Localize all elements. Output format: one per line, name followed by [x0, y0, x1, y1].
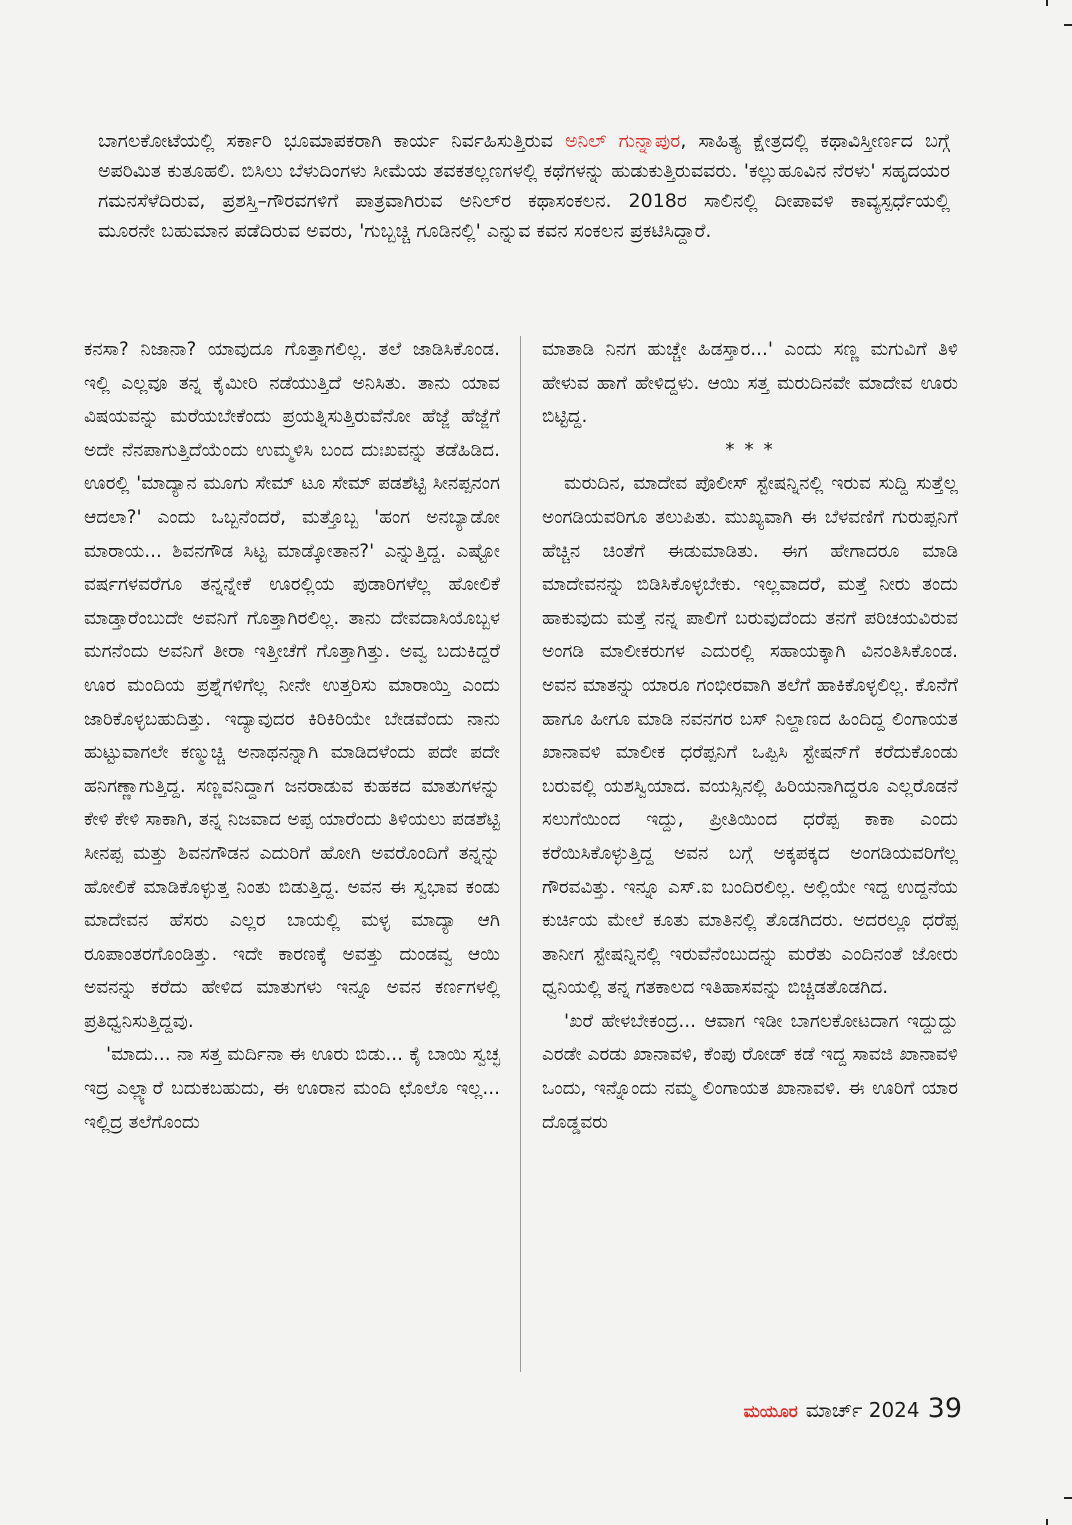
intro-text: ಬಾಗಲಕೋಟೆಯಲ್ಲಿ ಸರ್ಕಾರಿ ಭೂಮಾಪಕರಾಗಿ ಕಾರ್ಯ ನಿರ್ವಹಿಸುತ್ತಿರುವ — [98, 130, 566, 152]
crop-mark — [1064, 24, 1072, 26]
issue-date: ಮಾರ್ಚ್ 2024 — [805, 1398, 920, 1422]
crop-mark — [1046, 0, 1048, 6]
left-column — [84, 333, 500, 1139]
paragraph: ಮಾತಾಡಿ ನಿನಗ ಹುಚ್ಚೇ ಹಿಡಸ್ತಾರ...' ಎಂದು ಸಣ್ಣ ಮಗುವಿಗೆ ತಿಳಿ ಹೇಳುವ ಹಾಗೆ ಹೇಳಿದ್ದಳು. ಆಯಿ ಸತ್ತ ಮರುದಿನವೇ ಮಾದೇವ ಊರು ಬಿಟ್ಟಿದ್ದ. — [542, 339, 958, 428]
right-column — [542, 333, 958, 1139]
page-footer — [744, 1393, 962, 1424]
paragraph: 'ಖರೆ ಹೇಳಬೇಕಂದ್ರ... ಆವಾಗ ಇಡೀ ಬಾಗಲಕೋಟದಾಗ ಇದ್ದುದ್ದು ಎರಡೇ ಎರಡು ಖಾನಾವಳಿ, ಕೆಂಪು ರೋಡ್ ಕಡೆ ಇದ್ದ ಸಾವಜಿ ಖಾನಾವಳಿ ಒಂದು, ಇನ್ನೊಂದು ನಮ್ಮ ಲಿಂಗಾಯತ ಖಾನಾವಳಿ. ಈ ಊರಿಗೆ ಯಾರ ದೊಡ್ಡವರು — [542, 1010, 958, 1133]
intro-text-cont: , ಸಾಹಿತ್ಯ ಕ್ಷೇತ್ರದಲ್ಲಿ ಕಥಾವಿಸ್ತೀರ್ಣದ ಬಗ್ಗೆ ಅಪರಿಮಿತ ಕುತೂಹಲಿ. ಬಿಸಿಲು ಬೆಳುದಿಂಗಳು ಸೀಮೆಯ ತವಕತಲ್ಲಣಗಳಲ್ಲಿ ಕಥೆಗಳನ್ನು ಹುಡುಕುತ್ತಿರುವವರು. 'ಕಲ್ಲುಹೂವಿನ ನೆರಳು' ಸಹೃದಯರ ಗಮನಸೆಳೆದಿರುವ, ಪ್ರಶಸ್ತಿ–ಗೌರವಗಳಿಗೆ ಪಾತ್ರವಾಗಿರುವ ಅನಿಲ್‌ರ ಕಥಾಸಂಕಲನ. 2018ರ ಸಾಲಿನಲ್ಲಿ ದೀಪಾವಳಿ ಕಾವ್ಯಸ್ಪರ್ಧೆಯಲ್ಲಿ — [98, 130, 950, 212]
paragraph: ಮರುದಿನ, ಮಾದೇವ ಪೊಲೀಸ್ ಸ್ಟೇಷನ್ನಿನಲ್ಲಿ ಇರುವ ಸುದ್ದಿ ಸುತ್ತೆಲ್ಲ ಅಂಗಡಿಯವರಿಗೂ ತಲುಪಿತು. ಮುಖ್ಯವಾಗಿ ಈ ಬೆಳವಣಿಗೆ ಗುರುಪ್ಪನಿಗೆ ಹೆಚ್ಚಿನ ಚಿಂತೆಗೆ ಈಡುಮಾಡಿತು. ಈಗ ಹೇಗಾದರೂ ಮಾಡಿ ಮಾದೇವನನ್ನು ಬಿಡಿಸಿಕೊಳ್ಳಬೇಕು. ಇಲ್ಲವಾದರೆ, ಮತ್ತೆ ನೀರು ತಂದು ಹಾಕುವುದು ಮತ್ತೆ ನನ್ನ ಪಾಲಿಗೆ ಬರುವುದೆಂದು ತನಗೆ ಪರಿಚಯವಿರುವ ಅಂಗಡಿ ಮಾಲೀಕರುಗಳ ಎದುರಲ್ಲಿ ಸಹಾಯಕ್ಕಾಗಿ ವಿನಂತಿಸಿಕೊಂಡ. ಅವನ ಮಾತನ್ನು ಯಾರೂ ಗಂಭೀರವಾಗಿ ತಲೆಗೆ ಹಾಕಿಕೊಳ್ಳಲಿಲ್ಲ. ಕೊನೆಗೆ ಹಾಗೂ ಹೀಗೂ ಮಾಡಿ ನವನಗರ ಬಸ್ ನಿಲ್ದಾಣದ ಹಿಂದಿದ್ದ ಲಿಂಗಾಯತ ಖಾನಾವಳಿ ಮಾಲೀಕ ಧರೆಪ್ಪನಿಗೆ ಒಪ್ಪಿಸಿ ಸ್ಟೇಷನ್‌ಗೆ ಕರೆದುಕೊಂಡು ಬರುವಲ್ಲಿ ಯಶಸ್ವಿಯಾದ. ವಯಸ್ಸಿನಲ್ಲಿ ಹಿರಿಯನಾಗಿದ್ದರೂ ಎಲ್ಲರೊಡನೆ ಸಲುಗೆಯಿಂದ ಇದ್ದು, ಪ್ರೀತಿಯಿಂದ ಧರೆಪ್ಪ ಕಾಕಾ ಎಂದು ಕರೆಯಿಸಿಕೊಳ್ಳುತ್ತಿದ್ದ ಅವನ ಬಗ್ಗೆ ಅಕ್ಕಪಕ್ಕದ ಅಂಗಡಿಯವರಿಗೆಲ್ಲ ಗೌರವವಿತ್ತು. ಇನ್ನೂ ಎಸ್.ಐ ಬಂದಿರಲಿಲ್ಲ. ಅಲ್ಲಿಯೇ ಇದ್ದ ಉದ್ದನೆಯ ಕುರ್ಚಿಯ ಮೇಲೆ ಕೂತು ಮಾತಿನಲ್ಲಿ ತೊಡಗಿದರು. ಅದರಲ್ಲೂ ಧರೆಪ್ಪ ತಾನೀಗ ಸ್ಟೇಷನ್ನಿನಲ್ಲಿ ಇರುವೆನೆಂಬುದನ್ನು ಮರೆತು ಎಂದಿನಂತೆ ಜೋರು ಧ್ವನಿಯಲ್ಲಿ ತನ್ನ ಗತಕಾಲದ ಇತಿಹಾಸವನ್ನು ಬಿಚ್ಚಿಡತೊಡಗಿದ. — [542, 473, 958, 999]
column-divider — [520, 336, 521, 1372]
author-name: ಅನಿಲ್ ಗುನ್ನಾಪುರ — [565, 130, 681, 152]
paragraph: 'ಮಾದು... ನಾ ಸತ್ತ ಮರ್ದಿನಾ ಈ ಊರು ಬಿಡು... ಕೈ ಬಾಯಿ ಸ್ವಚ್ಛ ಇದ್ರ ಎಲ್ಲ್ಯಾರೆ ಬದುಕಬಹುದು, ಈ ಊರಾನ ಮಂದಿ ಛೊಲೊ ಇಲ್ಲ... ಇಲ್ಲಿದ್ರ ತಲೆಗೊಂದು — [84, 1044, 500, 1133]
crop-mark — [1064, 1497, 1072, 1499]
paragraph: ಕನಸಾ? ನಿಜಾನಾ? ಯಾವುದೂ ಗೊತ್ತಾಗಲಿಲ್ಲ. ತಲೆ ಜಾಡಿಸಿಕೊಂಡ. ಇಲ್ಲಿ ಎಲ್ಲವೂ ತನ್ನ ಕೈಮೀರಿ ನಡೆಯುತ್ತಿದೆ ಅನಿಸಿತು. ತಾನು ಯಾವ ವಿಷಯವನ್ನು ಮರೆಯಬೇಕೆಂದು ಪ್ರಯತ್ನಿಸುತ್ತಿರುವೆನೋ ಹೆಜ್ಜೆ ಹೆಜ್ಜೆಗೆ ಅದೇ ನೆನಪಾಗುತ್ತಿದೆಯೆಂದು ಉಮ್ಮಳಿಸಿ ಬಂದ ದುಃಖವನ್ನು ತಡೆಹಿಡಿದ. ಊರಲ್ಲಿ 'ಮಾದ್ಯಾನ ಮೂಗು ಸೇಮ್ ಟೂ ಸೇಮ್ ಪಡಶೆಟ್ಟಿ ಸೀನಪ್ಪನಂಗ ಆದಲಾ?' ಎಂದು ಒಬ್ಬನೆಂದರೆ, ಮತ್ತೊಬ್ಬ 'ಹಂಗ ಅನಬ್ಯಾಡೋ ಮಾರಾಯ... ಶಿವನಗೌಡ ಸಿಟ್ಟ ಮಾಡ್ಕೋತಾನ?' ಎನ್ನುತ್ತಿದ್ದ. ಎಷ್ಟೋ ವರ್ಷಗಳವರೆಗೂ ತನ್ನನ್ನೇಕೆ ಊರಲ್ಲಿಯ ಪುಡಾರಿಗಳೆಲ್ಲ ಹೋಲಿಕೆ ಮಾಡ್ತಾರೆಂಬುದೇ ಅವನಿಗೆ ಗೊತ್ತಾಗಿರಲಿಲ್ಲ. ತಾನು ದೇವದಾಸಿಯೊಬ್ಬಳ ಮಗನೆಂದು ಅವನಿಗೆ ತೀರಾ ಇತ್ತೀಚೆಗೆ ಗೊತ್ತಾಗಿತ್ತು. ಅವ್ವ ಬದುಕಿದ್ದರೆ ಊರ ಮಂದಿಯ ಪ್ರಶ್ನೆಗಳಿಗೆಲ್ಲ ನೀನೇ ಉತ್ತರಿಸು ಮಾರಾಯ್ತಿ ಎಂದು ಜಾರಿಕೊಳ್ಳಬಹುದಿತ್ತು. ಇದ್ಯಾವುದರ ಕಿರಿಕಿರಿಯೇ ಬೇಡವೆಂದು ನಾನು ಹುಟ್ಟುವಾಗಲೇ ಕಣ್ಮುಚ್ಚಿ ಅನಾಥನನ್ನಾಗಿ ಮಾಡಿದಳೆಂದು ಪದೇ ಪದೇ ಹನಿಗಣ್ಣಾಗುತ್ತಿದ್ದ. ಸಣ್ಣವನಿದ್ದಾಗ ಜನರಾಡುವ ಕುಹಕದ ಮಾತುಗಳನ್ನು ಕೇಳಿ ಕೇಳಿ ಸಾಕಾಗಿ, ತನ್ನ ನಿಜವಾದ ಅಪ್ಪ ಯಾರೆಂದು ತಿಳಿಯಲು ಪಡಶೆಟ್ಟಿ ಸೀನಪ್ಪ ಮತ್ತು ಶಿವನಗೌಡನ ಎದುರಿಗೆ ಹೋಗಿ ಅವರೊಂದಿಗೆ ತನ್ನನ್ನು ಹೋಲಿಕೆ ಮಾಡಿಕೊಳ್ಳುತ್ತ ನಿಂತು ಬಿಡುತ್ತಿದ್ದ. ಅವನ ಈ ಸ್ವಭಾವ ಕಂಡು ಮಾದೇವನ ಹೆಸರು ಎಲ್ಲರ ಬಾಯಲ್ಲಿ ಮಳ್ಳ ಮಾದ್ಯಾ ಆಗಿ ರೂಪಾಂತರಗೊಂಡಿತ್ತು. ಇದೇ ಕಾರಣಕ್ಕೆ ಅವತ್ತು ದುಂಡವ್ವ ಆಯಿ ಅವನನ್ನು ಕರೆದು ಹೇಳಿದ ಮಾತುಗಳು ಇನ್ನೂ ಅವನ ಕರ್ಣಗಳಲ್ಲಿ ಪ್ರತಿಧ್ವನಿಸುತ್ತಿದ್ದವು. — [84, 339, 500, 1032]
author-intro — [98, 126, 950, 246]
crop-mark — [1046, 1519, 1048, 1525]
magazine-name: ಮಯೂರ — [743, 1402, 798, 1422]
page-number: 39 — [927, 1393, 962, 1424]
intro-last-line: ಮೂರನೇ ಬಹುಮಾನ ಪಡೆದಿರುವ ಅವರು, 'ಗುಬ್ಬಚ್ಚಿ ಗೂಡಿನಲ್ಲಿ' ಎನ್ನುವ ಕವನ ಸಂಕಲನ ಪ್ರಕಟಿಸಿದ್ದಾರೆ. — [98, 220, 712, 242]
section-separator: * * * — [725, 439, 775, 461]
